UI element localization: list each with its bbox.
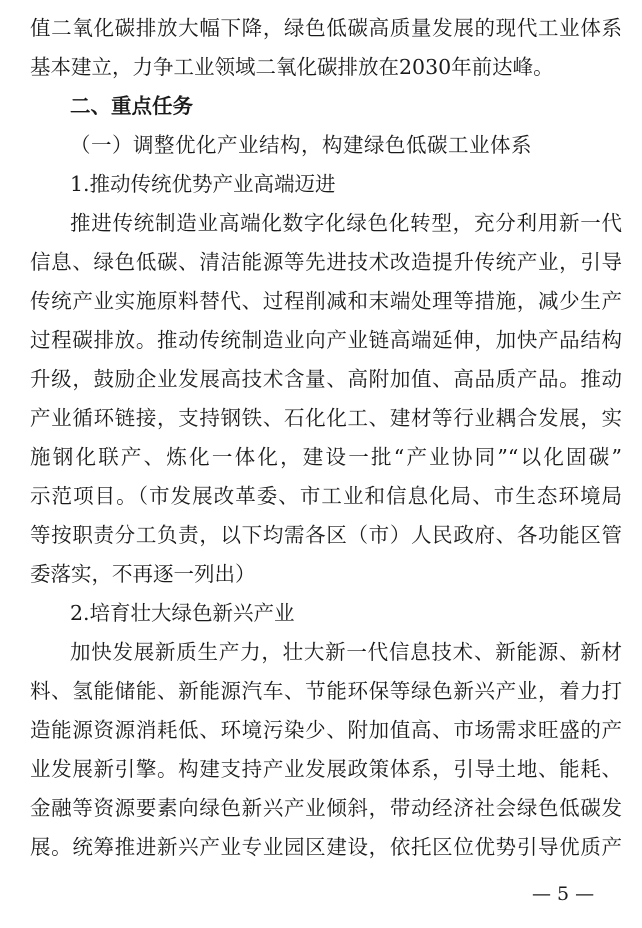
body-text-line: 加快发展新质生产力，壮大新一代信息技术、新能源、新材	[70, 640, 622, 664]
body-text-line: 等按职责分工负责，以下均需各区（市）人民政府、各功能区管	[30, 523, 622, 547]
body-text-line: 业发展新引擎。构建支持产业发展政策体系，引导土地、能耗、	[30, 757, 622, 781]
body-text-line: 值二氧化碳排放大幅下降，绿色低碳高质量发展的现代工业体系	[30, 16, 622, 40]
body-text-line: 施钢化联产、炼化一体化，建设一批“产业协同”“以化固碳”	[30, 445, 622, 469]
item-heading: 2.培育壮大绿色新兴产业	[70, 601, 295, 625]
body-text-line: 金融等资源要素向绿色新兴产业倾斜，带动经济社会绿色低碳发	[30, 796, 622, 820]
body-text-line: 基本建立，力争工业领域二氧化碳排放在2030年前达峰。	[30, 55, 554, 79]
body-text-line: 信息、绿色低碳、清洁能源等先进技术改造提升传统产业，引导	[30, 250, 622, 274]
body-text-line: 造能源资源消耗低、环境污染少、附加值高、市场需求旺盛的产	[30, 718, 622, 742]
body-text-line: 展。统筹推进新兴产业专业园区建设，依托区位优势引导优质产	[30, 835, 622, 859]
body-text-line: 委落实，不再逐一列出）	[30, 562, 256, 586]
body-text-line: 产业循环链接，支持钢铁、石化化工、建材等行业耦合发展，实	[30, 406, 622, 430]
body-text-line: 料、氢能储能、新能源汽车、节能环保等绿色新兴产业，着力打	[30, 679, 622, 703]
body-text-line: 传统产业实施原料替代、过程削减和末端处理等措施，减少生产	[30, 289, 622, 313]
page-number: — 5 —	[532, 883, 595, 905]
subsection-heading: （一）调整优化产业结构，构建绿色低碳工业体系	[70, 133, 532, 157]
item-heading: 1.推动传统优势产业高端迈进	[70, 172, 336, 196]
body-text-line: 推进传统制造业高端化数字化绿色化转型，充分利用新一代	[70, 211, 622, 235]
body-text-line: 示范项目。（市发展改革委、市工业和信息化局、市生态环境局	[30, 484, 622, 508]
body-text-line: 升级，鼓励企业发展高技术含量、高附加值、高品质产品。推动	[30, 367, 622, 391]
body-text-line: 过程碳排放。推动传统制造业向产业链高端延伸，加快产品结构	[30, 328, 622, 352]
section-heading: 二、重点任务	[70, 94, 193, 118]
